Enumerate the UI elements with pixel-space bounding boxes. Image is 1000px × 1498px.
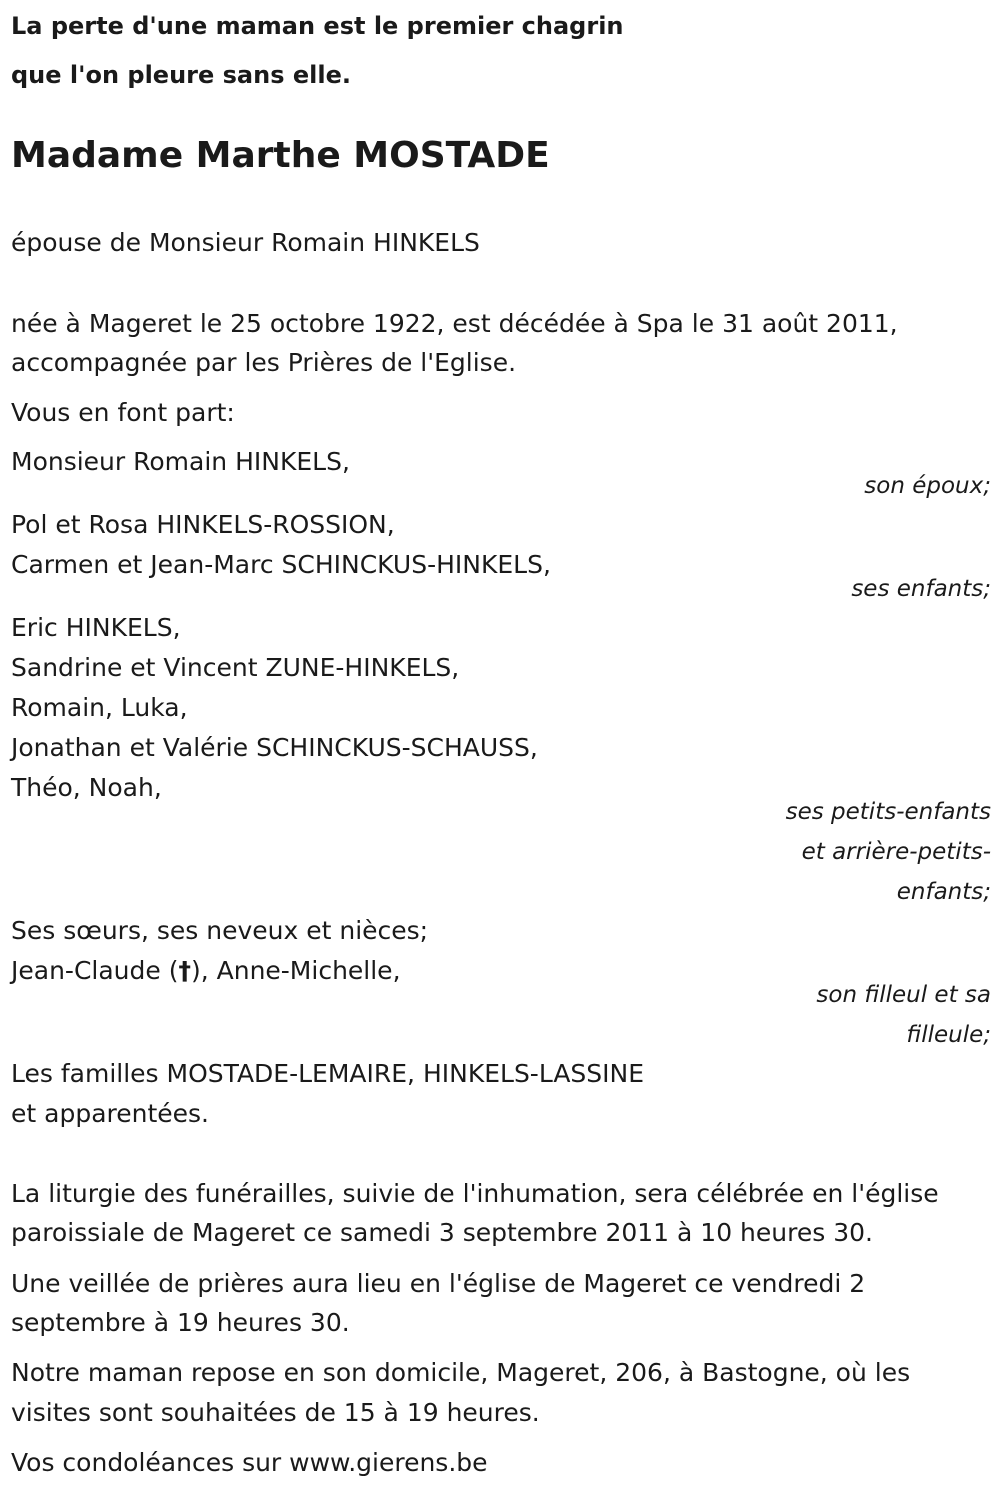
quote-line-1: La perte d'une maman est le premier chagrin [11,12,624,40]
child-name: Carmen et Jean-Marc SCHINCKUS-HINKELS, [11,550,551,579]
birth-death-line-1: née à Mageret le 25 octobre 1922, est décédée à Spa le 31 août 2011, [11,309,898,338]
siblings-line: Ses sœurs, ses neveux et nièces; [11,916,429,945]
spouse-name: Monsieur Romain HINKELS, [11,447,350,476]
birth-death-line-2: accompagnée par les Prières de l'Eglise. [11,348,517,377]
child-name: Pol et Rosa HINKELS-ROSSION, [11,510,395,539]
funeral-line-2: paroissiale de Mageret ce samedi 3 septembre 2011 à 10 heures 30. [11,1218,873,1247]
intro-line: Vous en font part: [11,398,235,427]
godchild-suffix: ), Anne-Michelle, [190,956,401,985]
vigil-line-2: septembre à 19 heures 30. [11,1308,350,1337]
vigil-line-1: Une veillée de prières aura lieu en l'église de Mageret ce vendredi 2 [11,1269,866,1298]
children-role: ses enfants; [851,576,991,602]
grandchild-name: Théo, Noah, [11,773,162,802]
families-line-1: Les familles MOSTADE-LEMAIRE, HINKELS-LASSINE [11,1059,645,1088]
quote-line-2: que l'on pleure sans elle. [11,61,351,89]
godchildren-role-line-1: son filleul et sa [816,982,991,1008]
cross-icon: † [178,956,191,985]
godchildren-line [11,956,401,986]
funeral-line-1: La liturgie des funérailles, suivie de l'inhumation, sera célébrée en l'église [11,1179,939,1208]
grandchild-name: Eric HINKELS, [11,613,181,642]
visitation-line-2: visites sont souhaitées de 15 à 19 heures. [11,1398,540,1427]
grandchild-name: Sandrine et Vincent ZUNE-HINKELS, [11,653,460,682]
families-line-2: et apparentées. [11,1099,209,1128]
visitation-line-1: Notre maman repose en son domicile, Mageret, 206, à Bastogne, où les [11,1358,911,1387]
godchild-prefix: Jean-Claude ( [11,956,179,985]
grandchildren-role-line-3: enfants; [896,879,991,905]
grandchild-name: Romain, Luka, [11,693,188,722]
condolences-line: Vos condoléances sur www.gierens.be [11,1448,488,1477]
grandchildren-role-line-2: et arrière-petits- [801,839,991,865]
spouse-role: son époux; [864,473,991,499]
spouse-line: épouse de Monsieur Romain HINKELS [11,228,480,257]
deceased-name: Madame Marthe MOSTADE [11,135,550,176]
grandchildren-role-line-1: ses petits-enfants [785,799,991,825]
godchildren-role-line-2: filleule; [906,1022,991,1048]
grandchild-name: Jonathan et Valérie SCHINCKUS-SCHAUSS, [11,733,538,762]
